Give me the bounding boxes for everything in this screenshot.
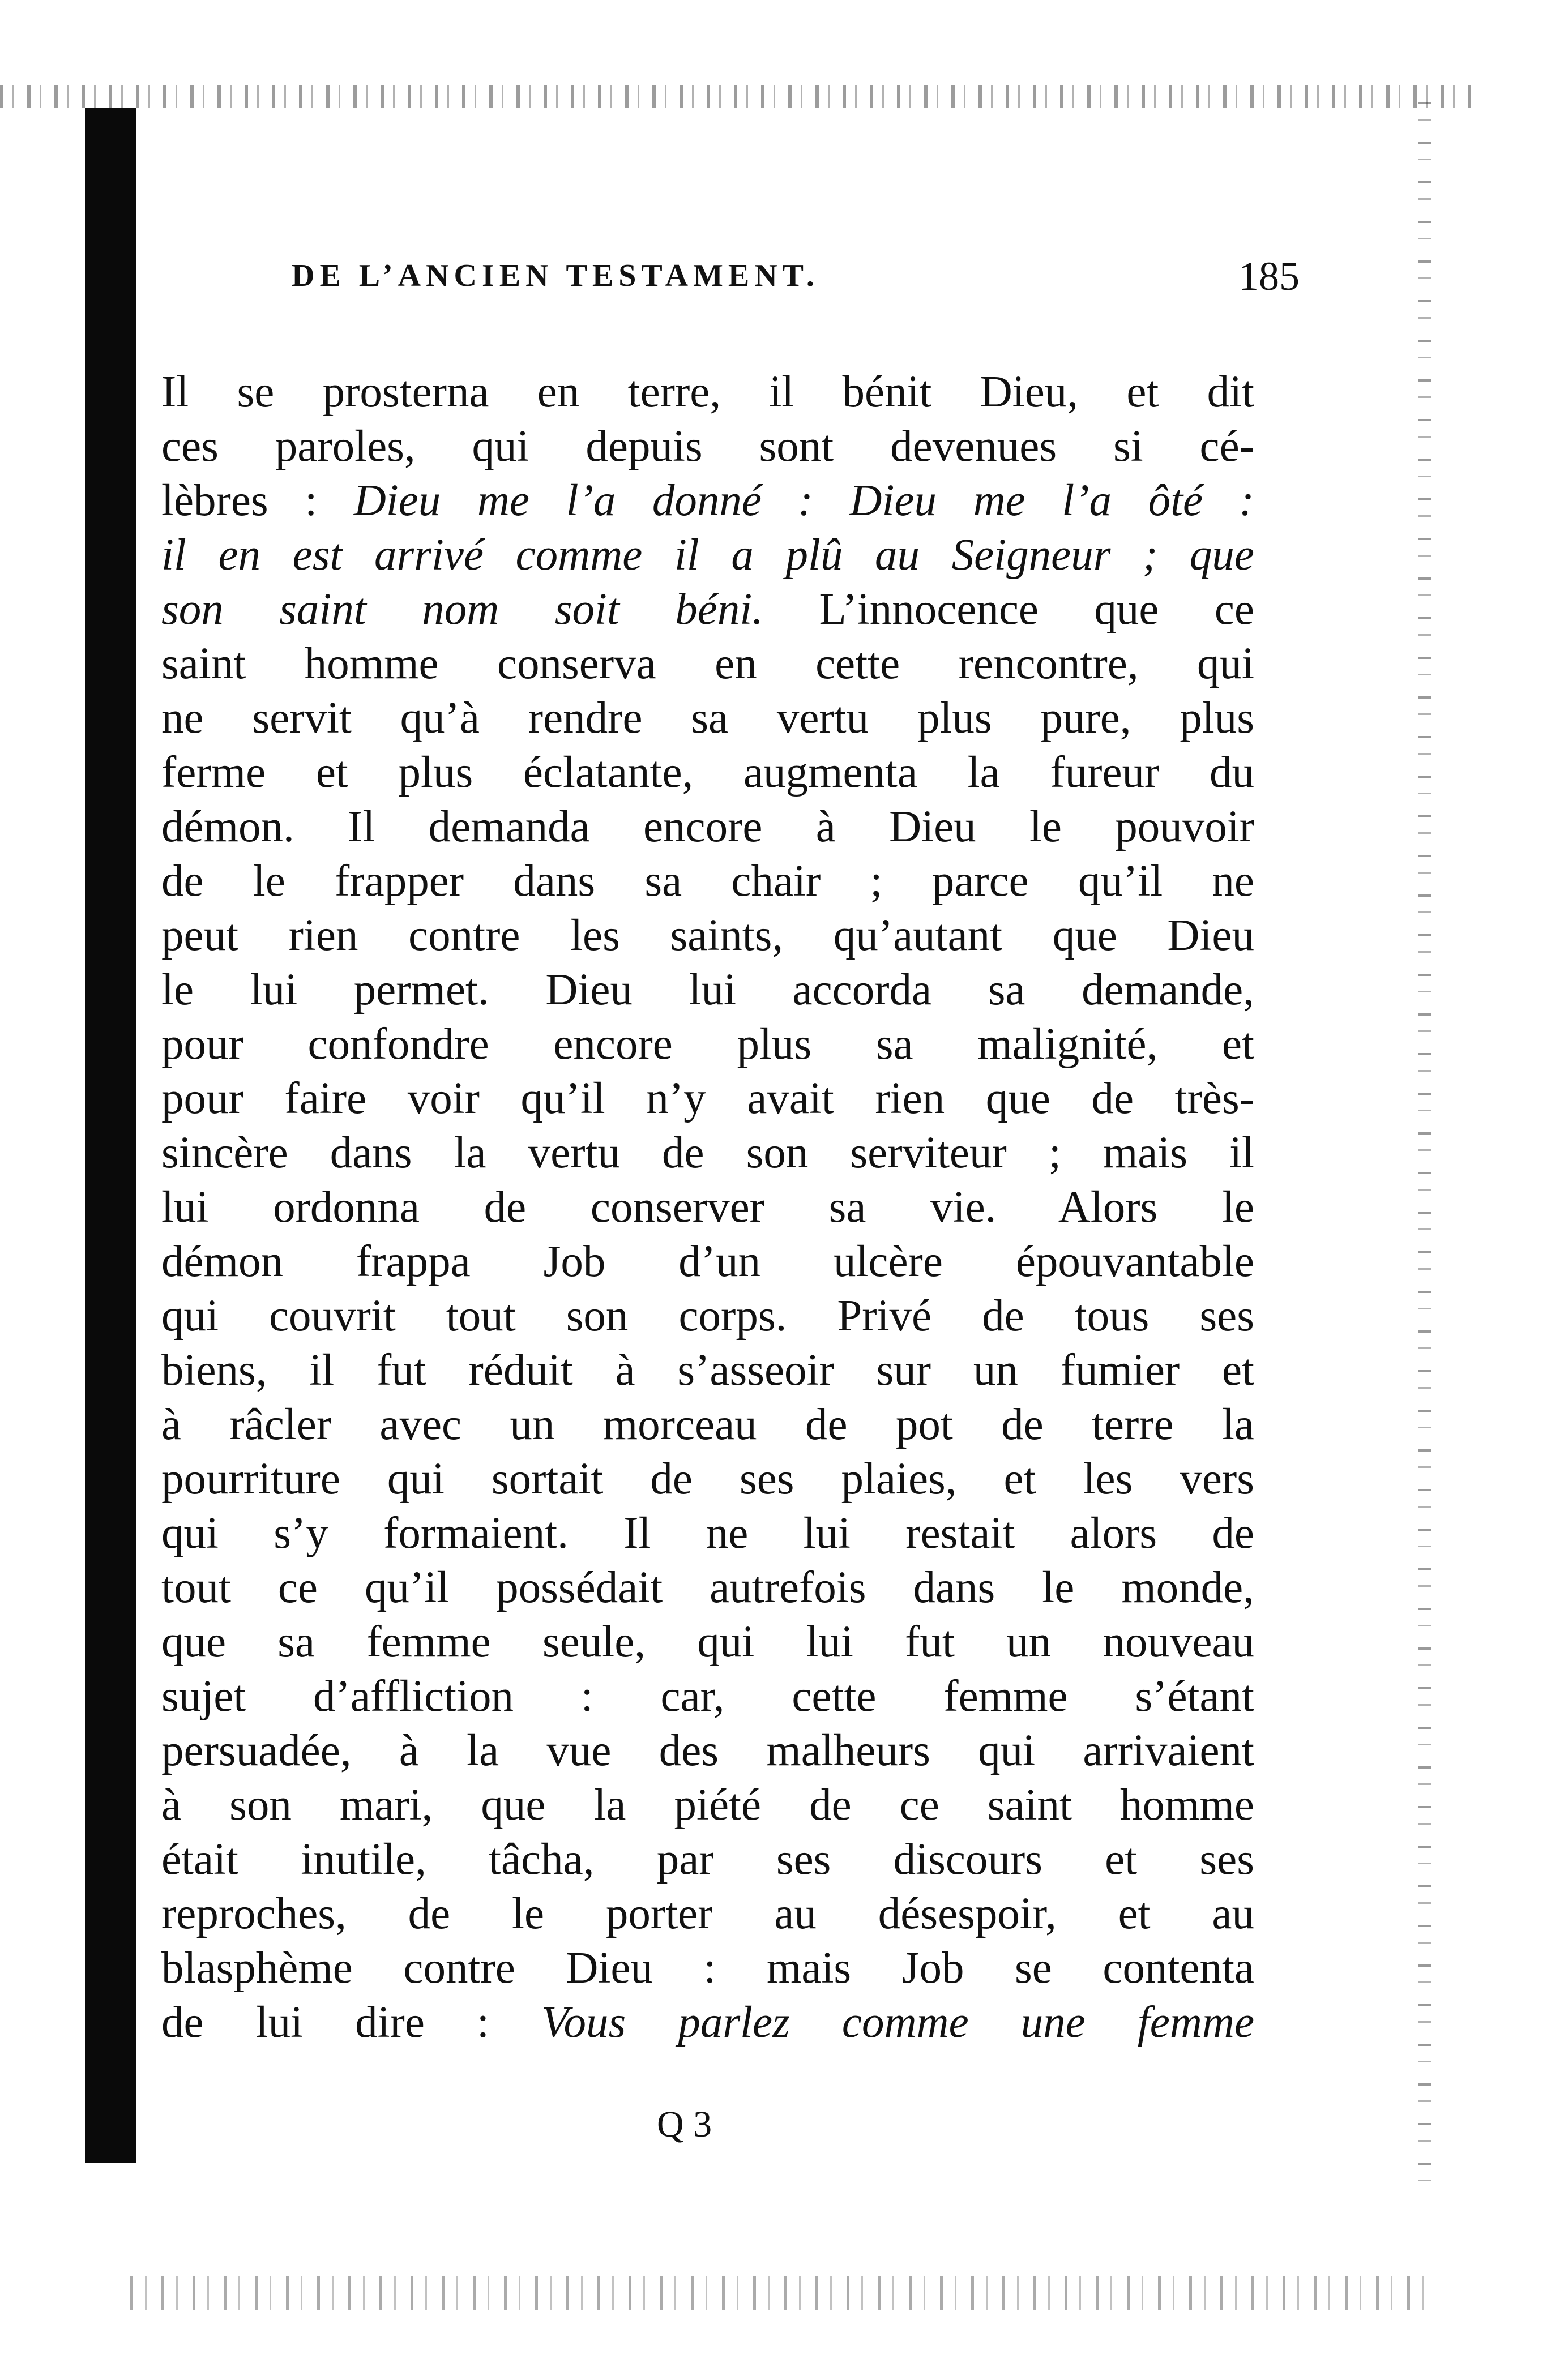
body-text: [161, 365, 1254, 2050]
text-line: [161, 474, 1254, 528]
text-line: [161, 1778, 1254, 1833]
text-run: ne servit qu’à rendre sa vertu plus pure, plus: [161, 694, 1254, 743]
binding-shadow: [85, 108, 136, 2163]
text-run: saint homme conserva en cette rencontre, qui: [161, 639, 1254, 688]
text-run: reproches, de le porter au désespoir, et au: [161, 1889, 1254, 1938]
text-run: à son mari, que la piété de ce saint homme: [161, 1780, 1254, 1830]
text-line: [161, 691, 1254, 746]
text-run: que sa femme seule, qui lui fut un nouveau: [161, 1617, 1254, 1667]
text-run: pour confondre encore plus sa malignité, et: [161, 1020, 1254, 1069]
text-line: [161, 1343, 1254, 1398]
text-run: Il se prosterna en terre, il bénit Dieu, et dit: [161, 367, 1254, 417]
text-line: [161, 1887, 1254, 1941]
text-line: [161, 1398, 1254, 1452]
text-line: [161, 1506, 1254, 1561]
text-line: [161, 1833, 1254, 1887]
text-line: [161, 1941, 1254, 1996]
text-run: qui couvrit tout son corps. Privé de tous ses: [161, 1291, 1254, 1341]
text-run: peut rien contre les saints, qu’autant que Dieu: [161, 911, 1254, 960]
italic-quote: Vous parlez comme une femme: [541, 1998, 1255, 2047]
text-line: [161, 1180, 1254, 1235]
text-line: [161, 1126, 1254, 1180]
text-line: [161, 1235, 1254, 1289]
text-line: [161, 1017, 1254, 1072]
text-run: démon. Il demanda encore à Dieu le pouvoir: [161, 802, 1254, 851]
text-line: [161, 854, 1254, 909]
italic-quote: son saint nom soit béni.: [161, 585, 764, 634]
text-run: persuadée, à la vue des malheurs qui arrivaient: [161, 1726, 1254, 1775]
text-line: [161, 909, 1254, 963]
text-run: ferme et plus éclatante, augmenta la fureur du: [161, 748, 1254, 797]
text-line: [161, 1289, 1254, 1343]
text-run: qui s’y formaient. Il ne lui restait alors de: [161, 1509, 1254, 1558]
text-run: à râcler avec un morceau de pot de terre la: [161, 1400, 1254, 1449]
text-run: tout ce qu’il possédait autrefois dans le monde,: [161, 1563, 1254, 1612]
text-line: [161, 1724, 1254, 1778]
page-number: 185: [1238, 254, 1300, 299]
text-run: de le frapper dans sa chair ; parce qu’il ne: [161, 857, 1254, 906]
text-run: blasphème contre Dieu : mais Job se contenta: [161, 1944, 1254, 1993]
text-run: pour faire voir qu’il n’y avait rien que de très-: [161, 1074, 1254, 1123]
text-run: lèbres :: [161, 476, 354, 525]
text-line: [161, 1615, 1254, 1670]
text-run: de lui dire :: [161, 1998, 542, 2047]
text-run: pourriture qui sortait de ses plaies, et les vers: [161, 1454, 1254, 1504]
text-line: [161, 637, 1254, 691]
running-title: DE L’ANCIEN TESTAMENT.: [292, 258, 819, 293]
text-line: [161, 800, 1254, 854]
text-run: L’innocence que ce: [763, 585, 1254, 634]
text-run: le lui permet. Dieu lui accorda sa demande,: [161, 965, 1254, 1015]
text-line: [161, 1561, 1254, 1615]
text-line: [161, 528, 1254, 583]
scan-bottom-edge: [130, 2276, 1433, 2310]
text-run: biens, il fut réduit à s’asseoir sur un fumier et: [161, 1346, 1254, 1395]
signature-mark: Q 3: [657, 2104, 712, 2145]
text-run: sincère dans la vertu de son serviteur ; mais il: [161, 1128, 1254, 1178]
text-run: sujet d’affliction : car, cette femme s’étant: [161, 1672, 1254, 1721]
text-line: [161, 1452, 1254, 1506]
text-line: [161, 963, 1254, 1017]
text-line: [161, 746, 1254, 800]
text-run: était inutile, tâcha, par ses discours et ses: [161, 1835, 1254, 1884]
text-run: démon frappa Job d’un ulcère épouvantable: [161, 1237, 1254, 1286]
italic-quote: il en est arrivé comme il a plû au Seigneur ; que: [161, 530, 1254, 580]
text-line: [161, 420, 1254, 474]
text-line: [161, 1670, 1254, 1724]
scan-right-edge: [1418, 102, 1431, 2197]
scan-top-edge: [0, 85, 1472, 108]
text-line: [161, 1996, 1254, 2050]
italic-quote: Dieu me l’a donné : Dieu me l’a ôté :: [353, 476, 1254, 525]
text-line: [161, 583, 1254, 637]
text-run: lui ordonna de conserver sa vie. Alors le: [161, 1183, 1254, 1232]
page-header: [292, 254, 1300, 314]
text-line: [161, 1072, 1254, 1126]
text-line: [161, 365, 1254, 420]
text-run: ces paroles, qui depuis sont devenues si cé-: [161, 422, 1254, 471]
